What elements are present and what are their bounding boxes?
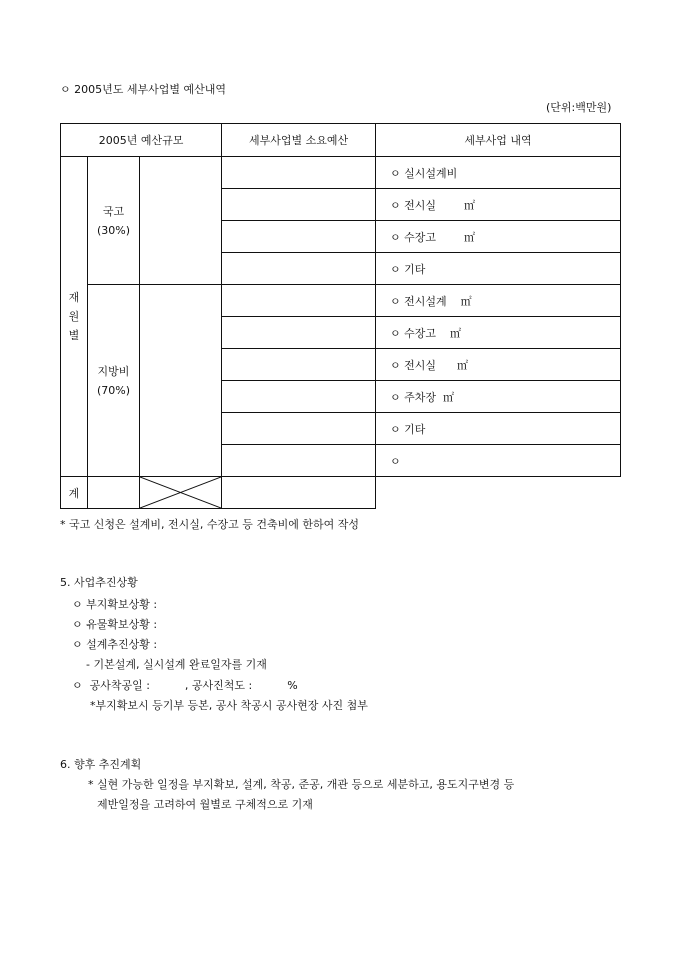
detail-item: ㅇ 실시설계비 — [376, 157, 621, 189]
site-status-line: ㅇ 부지확보상황 : — [72, 598, 158, 611]
table-row — [61, 157, 621, 189]
detail-item: ㅇ 수장고 ㎡ — [376, 221, 621, 253]
budget-cell[interactable] — [222, 349, 376, 381]
plan-note-line1: * 실현 가능한 일정을 부지확보, 설계, 착공, 준공, 개관 등으로 세분하고, 용도지구변경 등 — [88, 778, 515, 791]
header-budget-scale: 2005년 예산규모 — [61, 124, 222, 157]
detail-item: ㅇ 기타 — [376, 413, 621, 445]
header-subproject-budget: 세부사업별 소요예산 — [222, 124, 376, 157]
budget-table — [60, 123, 621, 509]
total-label: 계 — [61, 477, 88, 509]
funding-source-label: 재 원 별 — [61, 157, 88, 477]
detail-item: ㅇ 전시실 ㎡ — [376, 189, 621, 221]
cross-mark-icon — [140, 477, 221, 508]
budget-cell[interactable] — [222, 413, 376, 445]
budget-cell[interactable] — [222, 317, 376, 349]
section-title: ㅇ 2005년도 세부사업별 예산내역 — [60, 83, 226, 96]
budget-cell[interactable] — [222, 285, 376, 317]
artifact-status-line: ㅇ 유물확보상황 : — [72, 618, 158, 631]
national-amount-cell[interactable] — [140, 157, 222, 285]
total-detail-cell[interactable] — [222, 477, 376, 509]
budget-cell[interactable] — [222, 381, 376, 413]
design-note-line: - 기본설계, 실시설계 완료일자를 기재 — [86, 658, 267, 671]
budget-cell[interactable] — [222, 445, 376, 477]
budget-cell[interactable] — [222, 253, 376, 285]
section5-title: 5. 사업추진상황 — [60, 576, 138, 589]
detail-item: ㅇ 전시실 ㎡ — [376, 349, 621, 381]
detail-item: ㅇ 기타 — [376, 253, 621, 285]
local-amount-cell[interactable] — [140, 285, 222, 477]
budget-cell[interactable] — [222, 157, 376, 189]
construction-status-line: ㅇ 공사착공일 : , 공사진척도 : % — [72, 679, 298, 692]
local-funding-label: 지방비 (70%) — [88, 285, 140, 477]
crossed-out-cell — [140, 477, 222, 509]
attachment-note-line: *부지확보시 등기부 등본, 공사 착공시 공사현장 사진 첨부 — [90, 699, 368, 712]
total-amount-cell[interactable] — [88, 477, 140, 509]
total-row — [61, 477, 621, 509]
budget-cell[interactable] — [222, 189, 376, 221]
unit-label: (단위:백만원) — [546, 101, 612, 114]
design-status-line: ㅇ 설계추진상황 : — [72, 638, 158, 651]
detail-item: ㅇ — [376, 445, 621, 477]
detail-item: ㅇ 전시설계 ㎡ — [376, 285, 621, 317]
section6-title: 6. 향후 추진계획 — [60, 758, 142, 771]
detail-item: ㅇ 주차장 ㎡ — [376, 381, 621, 413]
table-footnote: * 국고 신청은 설계비, 전시실, 수장고 등 건축비에 한하여 작성 — [60, 518, 359, 531]
table-row — [61, 285, 621, 317]
detail-item: ㅇ 수장고 ㎡ — [376, 317, 621, 349]
plan-note-line2: 제반일정을 고려하여 월별로 구체적으로 기재 — [97, 798, 313, 811]
table-header-row — [61, 124, 621, 157]
header-subproject-detail: 세부사업 내역 — [376, 124, 621, 157]
budget-cell[interactable] — [222, 221, 376, 253]
national-funding-label: 국고 (30%) — [88, 157, 140, 285]
